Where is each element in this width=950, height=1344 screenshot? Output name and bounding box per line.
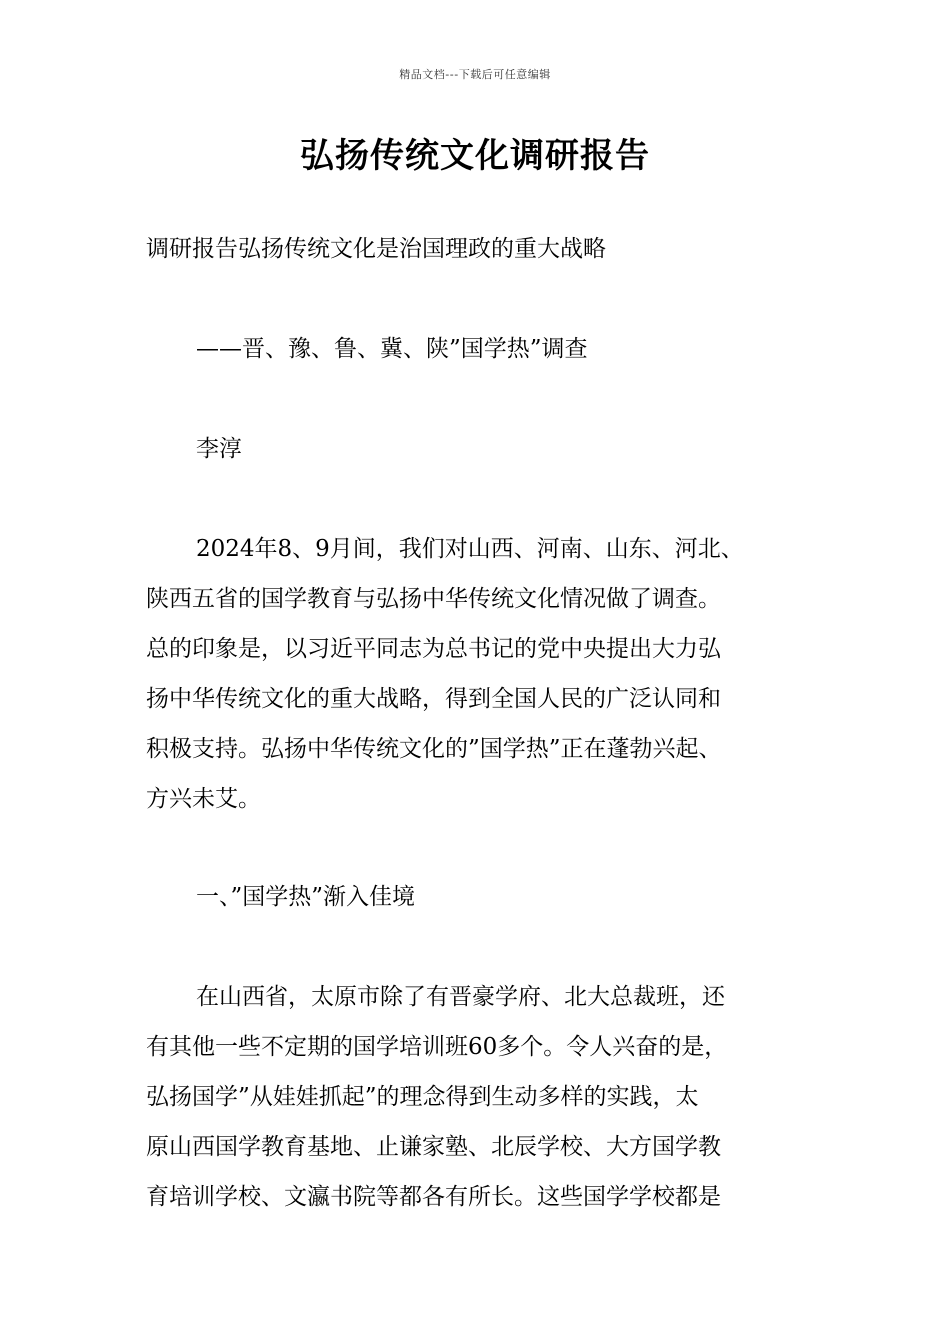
- paragraph-line: 弘扬国学”从娃娃抓起”的理念得到生动多样的实践，太: [146, 1084, 699, 1110]
- paragraph-line: 扬中华传统文化的重大战略，得到全国人民的广泛认同和: [146, 686, 721, 712]
- paragraph-line: 方兴未艾。: [146, 786, 261, 812]
- paragraph-line: 育培训学校、文瀛书院等都各有所长。这些国学学校都是: [146, 1184, 721, 1210]
- subheading: ——晋、豫、鲁、冀、陕”国学热”调查: [196, 336, 588, 362]
- paragraph-line: 总的印象是，以习近平同志为总书记的党中央提出大力弘: [146, 636, 721, 662]
- paragraph-line: 积极支持。弘扬中华传统文化的”国学热”正在蓬勃兴起、: [146, 736, 722, 762]
- section-heading: 一、”国学热”渐入佳境: [196, 884, 416, 910]
- paragraph-line: 有其他一些不定期的国学培训班60多个。令人兴奋的是，: [146, 1034, 728, 1060]
- paragraph-line: 原山西国学教育基地、止谦家塾、北辰学校、大方国学教: [146, 1134, 721, 1160]
- paragraph-line: 陕西五省的国学教育与弘扬中华传统文化情况做了调查。: [146, 586, 721, 612]
- author: 李淳: [196, 436, 242, 462]
- paragraph-line: 在山西省，太原市除了有晋豪学府、北大总裁班，还: [196, 984, 725, 1010]
- header-note: 精品文档---下载后可任意编辑: [399, 68, 551, 81]
- paragraph-line: 2024年8、9月间，我们对山西、河南、山东、河北、: [196, 536, 744, 562]
- subtitle: 调研报告弘扬传统文化是治国理政的重大战略: [146, 236, 606, 262]
- document-title: 弘扬传统文化调研报告: [300, 136, 650, 176]
